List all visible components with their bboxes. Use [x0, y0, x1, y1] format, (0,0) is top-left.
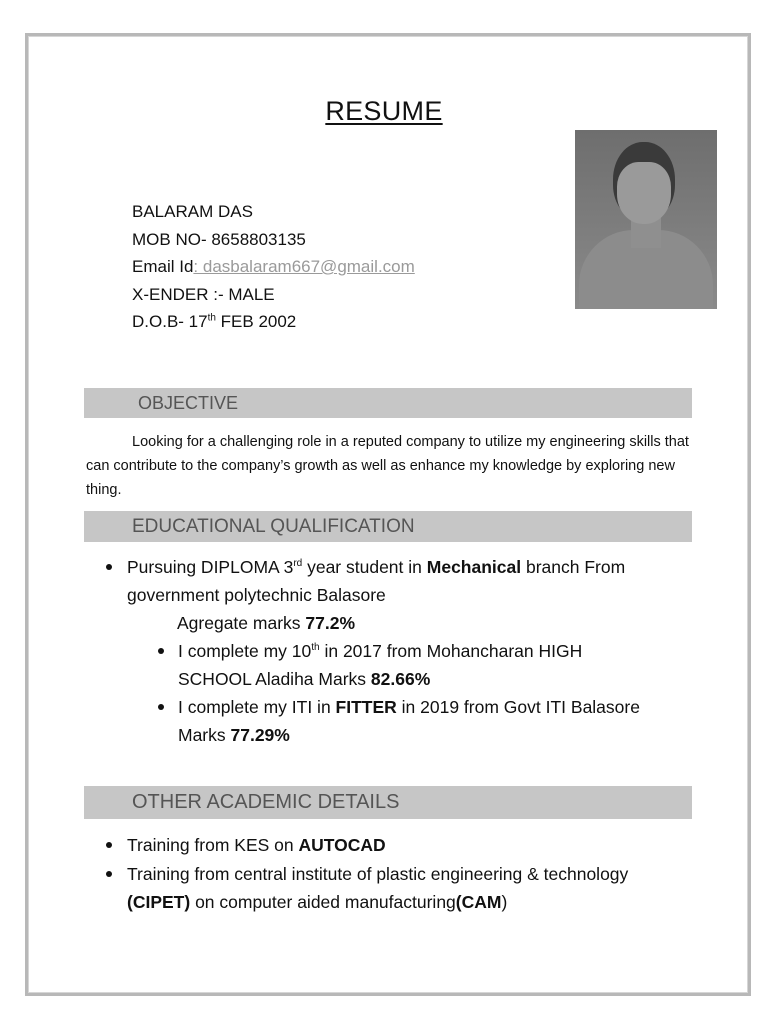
gender: X-ENDER :- MALE [132, 284, 275, 304]
bullet-icon [106, 842, 112, 848]
other-item-autocad: Training from KES on AUTOCAD [127, 835, 386, 855]
email-link[interactable]: : dasbalaram667@gmail.com [193, 257, 415, 276]
candidate-name: BALARAM DAS [132, 202, 253, 221]
date-of-birth: D.O.B- 17th FEB 2002 [132, 312, 297, 331]
bullet-icon [106, 871, 112, 877]
email-label: Email Id [132, 257, 194, 276]
mobile-number: MOB NO- 8658803135 [132, 229, 306, 249]
bullet-icon [106, 564, 112, 570]
education-item-tenth: I complete my 10th in 2017 from Mohancharan HIGH SCHOOL Aladiha Marks 82.66% [178, 641, 583, 689]
section-header-objective: OBJECTIVE [84, 388, 692, 418]
objective-text: Looking for a challenging role in a reputed company to utilize my engineering skills that can contribute to the company’s growth as well as enhance my knowledge by exploring new thing. [86, 434, 689, 498]
email-row [132, 253, 415, 281]
education-item-diploma: Pursuing DIPLOMA 3rd year student in Mechanical branch From government polytechnic Balasore Agregate marks 77.2% [127, 557, 626, 633]
section-header-education: EDUCATIONAL QUALIFICATION [84, 511, 692, 542]
contact-block [132, 198, 415, 336]
other-item-cipet: Training from central institute of plastic engineering & technology (CIPET) on computer aided manufacturing(CAM) [127, 864, 629, 912]
page-title: RESUME [325, 96, 443, 126]
section-header-other-academic: OTHER ACADEMIC DETAILS [84, 786, 692, 819]
profile-photo [575, 130, 717, 309]
education-item-iti: I complete my ITI in FITTER in 2019 from Govt ITI Balasore Marks 77.29% [178, 697, 640, 745]
bullet-icon [158, 704, 164, 710]
bullet-icon [158, 648, 164, 654]
